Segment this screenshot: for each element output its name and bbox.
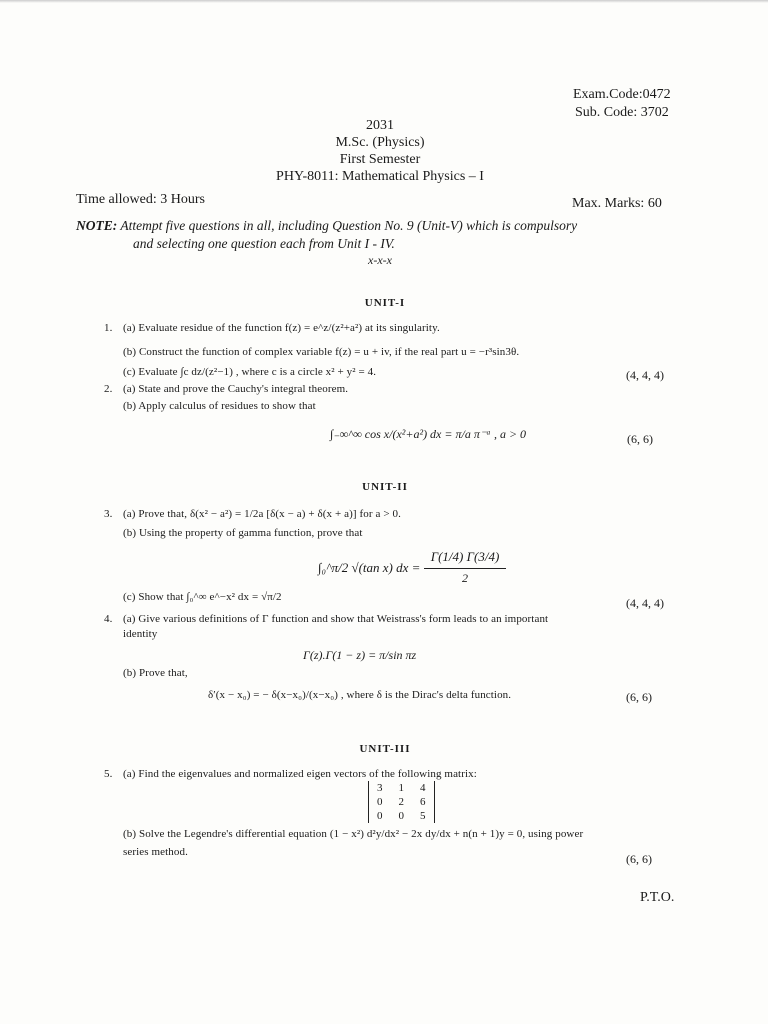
eigen-matrix (368, 781, 435, 823)
scan-edge (0, 0, 768, 3)
q2a: (a) State and prove the Cauchy's integral theorem. (123, 383, 349, 395)
course: M.Sc. (Physics) (335, 135, 425, 150)
year: 2031 (366, 118, 394, 133)
time-allowed: Time allowed: 3 Hours (76, 192, 205, 207)
q1b: (b) Construct the function of complex variable f(z) = u + iv, if the real part u = −r³sin3θ. (123, 346, 520, 358)
unit-2-heading: UNIT-II (362, 481, 408, 493)
q4-number: 4. (104, 613, 113, 625)
q1a: (a) Evaluate residue of the function f(z) = e^z/(z²+a²) at its singularity. (123, 322, 440, 334)
q4-equation: Γ(z).Γ(1 − z) = π/sin πz (303, 648, 417, 662)
note-line2: and selecting one question each from Unit I - IV. (133, 236, 395, 251)
q3-equation-denominator: 2 (462, 571, 468, 585)
matrix-row (369, 795, 435, 809)
max-marks: Max. Marks: 60 (572, 196, 662, 211)
q3-number: 3. (104, 508, 113, 520)
matrix-table (368, 781, 435, 823)
matrix-cell: 3 (377, 782, 383, 794)
matrix-row (369, 781, 435, 795)
q3b: (b) Using the property of gamma function, prove that (123, 527, 363, 539)
q3-equation-numerator: Γ(1/4) Γ(3/4) (430, 549, 500, 564)
matrix-cell: 0 (377, 796, 383, 808)
q4-marks: (6, 6) (626, 690, 652, 704)
separator: x-x-x (368, 253, 392, 267)
exam-code: Exam.Code:0472 (573, 87, 671, 102)
matrix-cell: 2 (398, 796, 404, 808)
q4a-line2: identity (123, 628, 158, 640)
q3-fraction-bar (424, 568, 506, 569)
matrix-cell: 0 (377, 810, 383, 822)
pto: P.T.O. (640, 890, 675, 905)
unit-3-heading: UNIT-III (359, 743, 411, 755)
q3-equation-lhs: ∫₀^π/2 √(tan x) dx = (318, 560, 421, 575)
q5-marks: (6, 6) (626, 852, 652, 866)
q1-marks: (4, 4, 4) (626, 368, 664, 382)
matrix-cell: 6 (420, 796, 426, 808)
q2-marks: (6, 6) (627, 432, 653, 446)
q1c: (c) Evaluate ∫c dz/(z²−1) , where c is a circle x² + y² = 4. (123, 366, 377, 378)
q2-number: 2. (104, 383, 113, 395)
matrix-row (369, 809, 435, 823)
q4b-equation: δ′(x − x₀) = − δ(x−x₀)/(x−x₀) , where δ is the Dirac's delta function. (208, 689, 512, 701)
matrix-cell: 4 (420, 782, 426, 794)
q4b: (b) Prove that, (123, 667, 188, 679)
q5b-line2: series method. (123, 846, 188, 858)
note-line1: Attempt five questions in all, including Question No. 9 (Unit-V) which is compulsory (120, 218, 578, 233)
q2b: (b) Apply calculus of residues to show that (123, 400, 316, 412)
q5-number: 5. (104, 768, 113, 780)
q3c: (c) Show that ∫₀^∞ e^−x² dx = √π/2 (123, 591, 282, 603)
note-label: NOTE: (76, 218, 118, 233)
q3-marks: (4, 4, 4) (626, 596, 664, 610)
matrix-cell: 0 (398, 810, 404, 822)
note (76, 218, 577, 234)
matrix-cell: 1 (398, 782, 404, 794)
matrix-cell: 5 (420, 810, 426, 822)
paper-title: PHY-8011: Mathematical Physics – I (276, 169, 484, 184)
q4a-line1: (a) Give various definitions of Γ function and show that Weistrass's form leads to an important (123, 613, 549, 625)
q5a: (a) Find the eigenvalues and normalized eigen vectors of the following matrix: (123, 768, 477, 780)
sub-code: Sub. Code: 3702 (575, 105, 669, 120)
q2-equation: ∫₋∞^∞ cos x/(x²+a²) dx = π/a π⁻ᵃ , a > 0 (330, 427, 527, 441)
unit-1-heading: UNIT-I (364, 297, 406, 309)
q5b-line1: (b) Solve the Legendre's differential equation (1 − x²) d²y/dx² − 2x dy/dx + n(n + 1)y = 0, using power (123, 828, 584, 840)
semester: First Semester (339, 152, 421, 167)
q3a: (a) Prove that, δ(x² − a²) = 1/2a [δ(x − a) + δ(x + a)] for a > 0. (123, 508, 401, 520)
q1-number: 1. (104, 322, 113, 334)
